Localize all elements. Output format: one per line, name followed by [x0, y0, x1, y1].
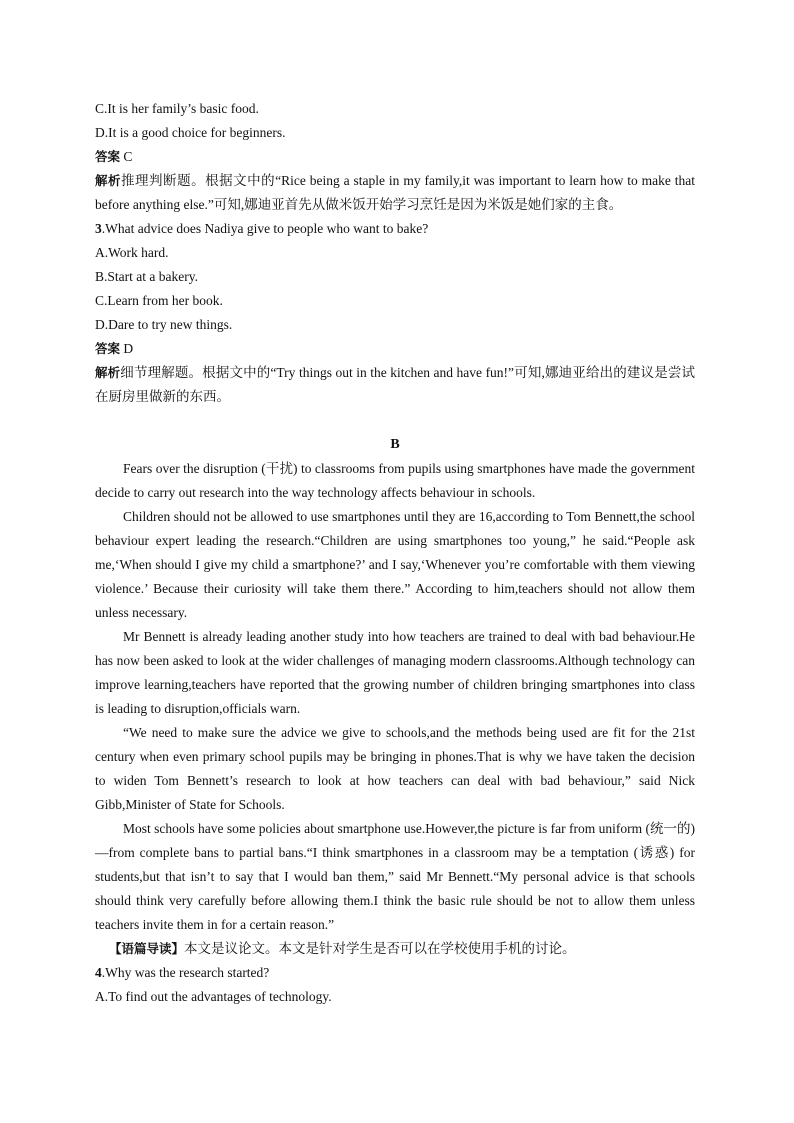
page-content [95, 97, 695, 1009]
explanation-text: 细节理解题。根据文中的“Try things out in the kitchen and have fun!”可知,娜迪亚给出的建议是尝试在厨房里做新的东西。 [95, 365, 695, 404]
section-spacer [95, 409, 695, 433]
q2-answer [95, 145, 695, 169]
passage-paragraph: “We need to make sure the advice we give to schools,and the methods being used are fit for the 21st century when even primary school pupils may be bringing in phones.That is why we have taken the decision to widen Tom Bennett’s research to look at how teachers can deal with bad behaviour,” said Nick Gibb,Minister of State for Schools. [95, 725, 695, 812]
q3-option-d: D.Dare to try new things. [95, 317, 233, 332]
question-text: .Why was the research started? [101, 965, 270, 980]
answer-label: 答案 [95, 149, 121, 164]
q3-explanation [95, 361, 695, 409]
answer-label: 答案 [95, 341, 121, 356]
q3-option-b: B.Start at a bakery. [95, 269, 198, 284]
passage-guide [95, 937, 695, 961]
guide-label: 【语篇导读】 [109, 941, 185, 956]
q3-stem [95, 217, 695, 241]
passage-paragraph: Fears over the disruption (干扰) to classrooms from pupils using smartphones have made the government decide to carry out research into the way technology affects behaviour in schools. [95, 461, 695, 500]
q2-explanation [95, 169, 695, 217]
passage-paragraph: Most schools have some policies about smartphone use.However,the picture is far from uniform (统一的)—from complete bans to partial bans.“I think smartphones in a classroom may be a temptation (诱惑) for students,but that isn’t to say that I would ban them,” said Mr Bennett.“My personal advice is that schools should think very carefully before allowing them.I think the basic rule should be not to allow them unless teachers invite them in for a certain reason.” [95, 821, 695, 932]
guide-text: 本文是议论文。本文是针对学生是否可以在学校使用手机的讨论。 [184, 941, 576, 956]
explanation-label: 解析 [95, 365, 121, 380]
explanation-label: 解析 [95, 173, 122, 188]
passage-paragraph: Children should not be allowed to use smartphones until they are 16,according to Tom Bennett,the school behaviour expert leading the research.“Children are using smartphones too young,” he said.“People ask me,‘When should I give my child a smartphone?’ and I say,‘Whenever you’re comfortable with them viewing violence.’ Because their curiosity will take them there.” According to him,teachers should not allow them unless necessary. [95, 509, 695, 620]
q3-option-a: A.Work hard. [95, 245, 169, 260]
q2-option-c: C.It is her family’s basic food. [95, 101, 259, 116]
answer-value: D [120, 341, 134, 356]
q4-stem [95, 961, 695, 985]
question-number: 4 [95, 965, 102, 980]
q3-option-c: C.Learn from her book. [95, 293, 223, 308]
q3-answer [95, 337, 695, 361]
q4-option-a: A.To find out the advantages of technology. [95, 989, 332, 1004]
question-number: 3 [95, 221, 102, 236]
answer-value: C [120, 149, 133, 164]
section-heading: B [390, 437, 400, 452]
explanation-text: 推理判断题。根据文中的“Rice being a staple in my family,it was important to learn how to make that before anything else.”可知,娜迪亚首先从做米饭开始学习烹饪是因为米饭是她们家的主食。 [95, 173, 695, 212]
q2-option-d: D.It is a good choice for beginners. [95, 125, 286, 140]
passage-paragraph: Mr Bennett is already leading another study into how teachers are trained to deal with bad behaviour.He has now been asked to look at the wider challenges of managing modern classrooms.Although technology can improve learning,teachers have reported that the growing number of children bringing smartphones into class is leading to disruption,officials warn. [95, 629, 695, 716]
question-text: .What advice does Nadiya give to people who want to bake? [101, 221, 429, 236]
